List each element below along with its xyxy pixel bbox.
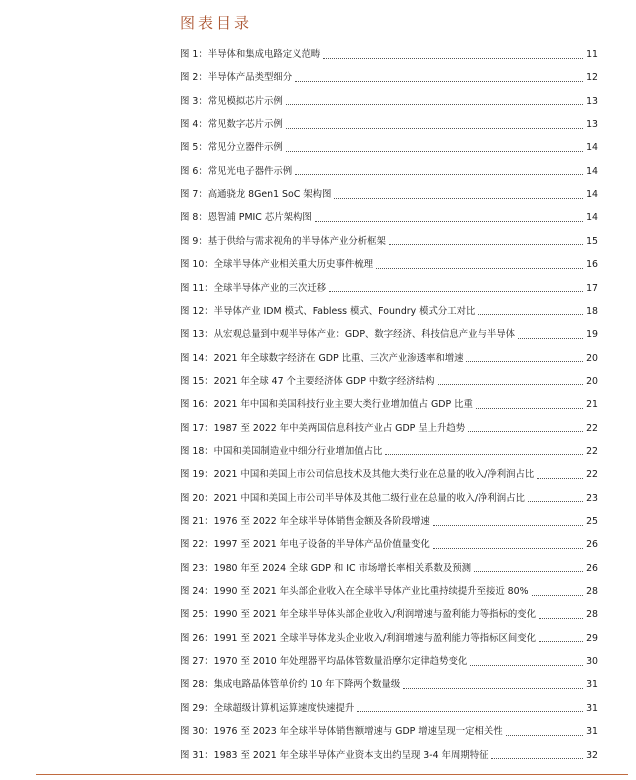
toc-entry-page-number: 26 xyxy=(586,539,598,551)
toc-entry-label: 图 23：1980 年至 2024 全球 GDP 和 IC 市场增长率相关系数及预测 xyxy=(180,562,472,574)
dot-leader xyxy=(286,151,583,152)
toc-entry[interactable] xyxy=(180,165,598,179)
toc-entry-label: 图 2：半导体产品类型细分 xyxy=(180,72,293,84)
toc-entry-page-number: 26 xyxy=(586,562,598,574)
toc-entry[interactable] xyxy=(180,398,598,412)
dot-leader xyxy=(403,688,583,689)
toc-entry[interactable] xyxy=(180,48,598,62)
toc-entry-label: 图 10：全球半导体产业相关重大历史事件梳理 xyxy=(180,259,374,271)
toc-entry[interactable] xyxy=(180,585,598,599)
toc-entry-page-number: 22 xyxy=(586,445,598,457)
toc-entry-label: 图 21：1976 至 2022 年全球半导体销售金额及各阶段增速 xyxy=(180,516,430,527)
dot-leader xyxy=(518,338,583,339)
toc-entry-label: 图 20：2021 中国和美国上市公司半导体及其他二级行业在总量的收入/净利润占比 xyxy=(180,492,525,504)
toc-entry-label: 图 4：常见数字芯片示例 xyxy=(180,119,283,131)
dot-leader xyxy=(491,758,583,759)
toc-entry-label: 图 26：1991 至 2021 全球半导体龙头企业收入/利润增速与盈利能力等指标区间变化 xyxy=(180,632,536,644)
toc-entry[interactable] xyxy=(180,71,598,85)
toc-entry-page-number: 29 xyxy=(586,632,598,644)
toc-entry[interactable] xyxy=(180,352,598,366)
toc-entry[interactable] xyxy=(180,328,598,342)
toc-entry-page-number: 15 xyxy=(586,235,598,247)
toc-entry-page-number: 19 xyxy=(586,329,598,341)
toc-entry-page-number: 14 xyxy=(586,165,598,177)
toc-entry-label: 图 9：基于供给与需求视角的半导体产业分析框架 xyxy=(180,235,386,247)
toc-entry-page-number: 17 xyxy=(586,282,598,294)
toc-entry-label: 图 14：2021 年全球数字经济在 GDP 比重、三次产业渗透率和增速 xyxy=(180,352,464,364)
dot-leader xyxy=(532,595,584,596)
toc-entry-label: 图 8：恩智浦 PMIC 芯片架构图 xyxy=(180,212,312,224)
toc-entry-page-number: 20 xyxy=(586,352,598,364)
dot-leader xyxy=(528,501,583,502)
toc-entry[interactable] xyxy=(180,492,598,506)
toc-entry[interactable] xyxy=(180,141,598,155)
toc-entry[interactable] xyxy=(180,632,598,646)
toc-entry[interactable] xyxy=(180,188,598,202)
toc-entry-page-number: 23 xyxy=(586,492,598,504)
toc-entry-page-number: 31 xyxy=(586,702,598,714)
toc-entry[interactable] xyxy=(180,702,598,716)
dot-leader xyxy=(433,548,583,549)
dot-leader xyxy=(286,128,583,129)
toc-entry-label: 图 7：高通骁龙 8Gen1 SoC 架构图 xyxy=(180,189,332,201)
toc-entry-page-number: 12 xyxy=(586,72,598,84)
toc-entry[interactable] xyxy=(180,445,598,459)
dot-leader xyxy=(539,641,583,642)
toc-entry-label: 图 11：全球半导体产业的三次迁移 xyxy=(180,282,327,294)
toc-entry-label: 图 15：2021 年全球 47 个主要经济体 GDP 中数字经济结构 xyxy=(180,375,435,387)
dot-leader xyxy=(478,314,583,315)
dot-leader xyxy=(295,81,583,82)
dot-leader xyxy=(468,431,583,432)
toc-entry-label: 图 28：集成电路晶体管单价约 10 年下降两个数量级 xyxy=(180,679,401,691)
toc-entry-page-number: 32 xyxy=(586,749,598,761)
toc-entry-label: 图 18：中国和美国制造业中细分行业增加值占比 xyxy=(180,445,383,457)
dot-leader xyxy=(334,198,583,199)
dot-leader xyxy=(323,58,583,59)
toc-entry-label: 图 19：2021 中国和美国上市公司信息技术及其他大类行业在总量的收入/净利润占比 xyxy=(180,469,535,481)
toc-entry-page-number: 28 xyxy=(586,586,598,598)
toc-entry-page-number: 28 xyxy=(586,609,598,621)
dot-leader xyxy=(470,665,583,666)
toc-entry-label: 图 3：常见模拟芯片示例 xyxy=(180,95,283,107)
toc-entry[interactable] xyxy=(180,655,598,669)
toc-entry-label: 图 17：1987 至 2022 年中美两国信息科技产业占 GDP 呈上升趋势 xyxy=(180,422,466,434)
toc-entry-page-number: 14 xyxy=(586,212,598,224)
toc-entry-page-number: 20 xyxy=(586,375,598,387)
dot-leader xyxy=(537,478,583,479)
toc-entry-page-number: 31 xyxy=(586,726,598,738)
toc-entry-label: 图 5：常见分立器件示例 xyxy=(180,142,283,154)
dot-leader xyxy=(315,221,583,222)
toc-entry-label: 图 22：1997 至 2021 年电子设备的半导体产品价值量变化 xyxy=(180,539,430,551)
toc-entry[interactable] xyxy=(180,749,598,763)
toc-entry[interactable] xyxy=(180,95,598,109)
toc-entry[interactable] xyxy=(180,211,598,225)
toc-entry-label: 图 12：半导体产业 IDM 模式、Fabless 模式、Foundry 模式分工对比 xyxy=(180,305,476,317)
toc-entry[interactable] xyxy=(180,305,598,319)
toc-entry[interactable] xyxy=(180,468,598,482)
toc-entry-label: 图 31：1983 至 2021 年全球半导体产业资本支出约呈现 3-4 年周期特征 xyxy=(180,749,489,761)
toc-entry-page-number: 21 xyxy=(586,399,598,411)
toc-entry[interactable] xyxy=(180,515,598,529)
bottom-divider xyxy=(36,774,628,775)
toc-entry[interactable] xyxy=(180,678,598,692)
toc-entry-page-number: 11 xyxy=(586,49,598,60)
toc-entry-label: 图 16：2021 年中国和美国科技行业主要大类行业增加值占 GDP 比重 xyxy=(180,399,473,411)
toc-entry-label: 图 25：1990 至 2021 年全球半导体头部企业收入/利润增速与盈利能力等指标的变化 xyxy=(180,609,536,621)
toc-entry-label: 图 6：常见光电子器件示例 xyxy=(180,165,293,177)
toc-entry[interactable] xyxy=(180,235,598,249)
dot-leader xyxy=(295,174,583,175)
dot-leader xyxy=(539,618,583,619)
toc-entry-page-number: 22 xyxy=(586,469,598,481)
dot-leader xyxy=(438,384,584,385)
dot-leader xyxy=(376,268,583,269)
toc-entry[interactable] xyxy=(180,608,598,622)
dot-leader xyxy=(329,291,583,292)
toc-entry[interactable] xyxy=(180,538,598,552)
toc-entry-page-number: 18 xyxy=(586,305,598,317)
toc-entry-page-number: 30 xyxy=(586,656,598,668)
toc-heading: 图表目录 xyxy=(180,14,253,32)
dot-leader xyxy=(466,361,583,362)
toc-entry-page-number: 13 xyxy=(586,119,598,131)
toc-entry-page-number: 14 xyxy=(586,189,598,201)
toc-entry[interactable] xyxy=(180,118,598,132)
toc-entry-label: 图 29：全球超级计算机运算速度快速提升 xyxy=(180,702,355,714)
toc-entry-label: 图 30：1976 至 2023 年全球半导体销售额增速与 GDP 增速呈现一定相关性 xyxy=(180,726,503,738)
toc-entry-page-number: 22 xyxy=(586,422,598,434)
toc-entry[interactable] xyxy=(180,258,598,272)
dot-leader xyxy=(357,711,583,712)
dot-leader xyxy=(474,571,583,572)
toc-entry-label: 图 27：1970 至 2010 年处理器平均晶体管数量沿摩尔定律趋势变化 xyxy=(180,656,468,668)
dot-leader xyxy=(476,408,583,409)
dot-leader xyxy=(385,454,583,455)
toc-entry-label: 图 24：1990 至 2021 年头部企业收入在全球半导体产业比重持续提升至接近 80% xyxy=(180,586,529,598)
toc-entry-page-number: 31 xyxy=(586,679,598,691)
toc-entry[interactable] xyxy=(180,375,598,389)
dot-leader xyxy=(389,244,583,245)
toc-entry[interactable] xyxy=(180,422,598,436)
toc-entry-page-number: 14 xyxy=(586,142,598,154)
toc-entry-page-number: 13 xyxy=(586,95,598,107)
dot-leader xyxy=(433,525,583,526)
toc-entry-label: 图 1：半导体和集成电路定义范畴 xyxy=(180,49,321,60)
toc-entry-page-number: 16 xyxy=(586,259,598,271)
toc-entry[interactable] xyxy=(180,562,598,576)
toc-entry[interactable] xyxy=(180,725,598,739)
toc-entry-page-number: 25 xyxy=(586,516,598,527)
toc-entry[interactable] xyxy=(180,282,598,296)
dot-leader xyxy=(286,104,583,105)
dot-leader xyxy=(506,735,583,736)
toc-entry-label: 图 13：从宏观总量到中观半导体产业：GDP、数字经济、科技信息产业与半导体 xyxy=(180,329,516,341)
